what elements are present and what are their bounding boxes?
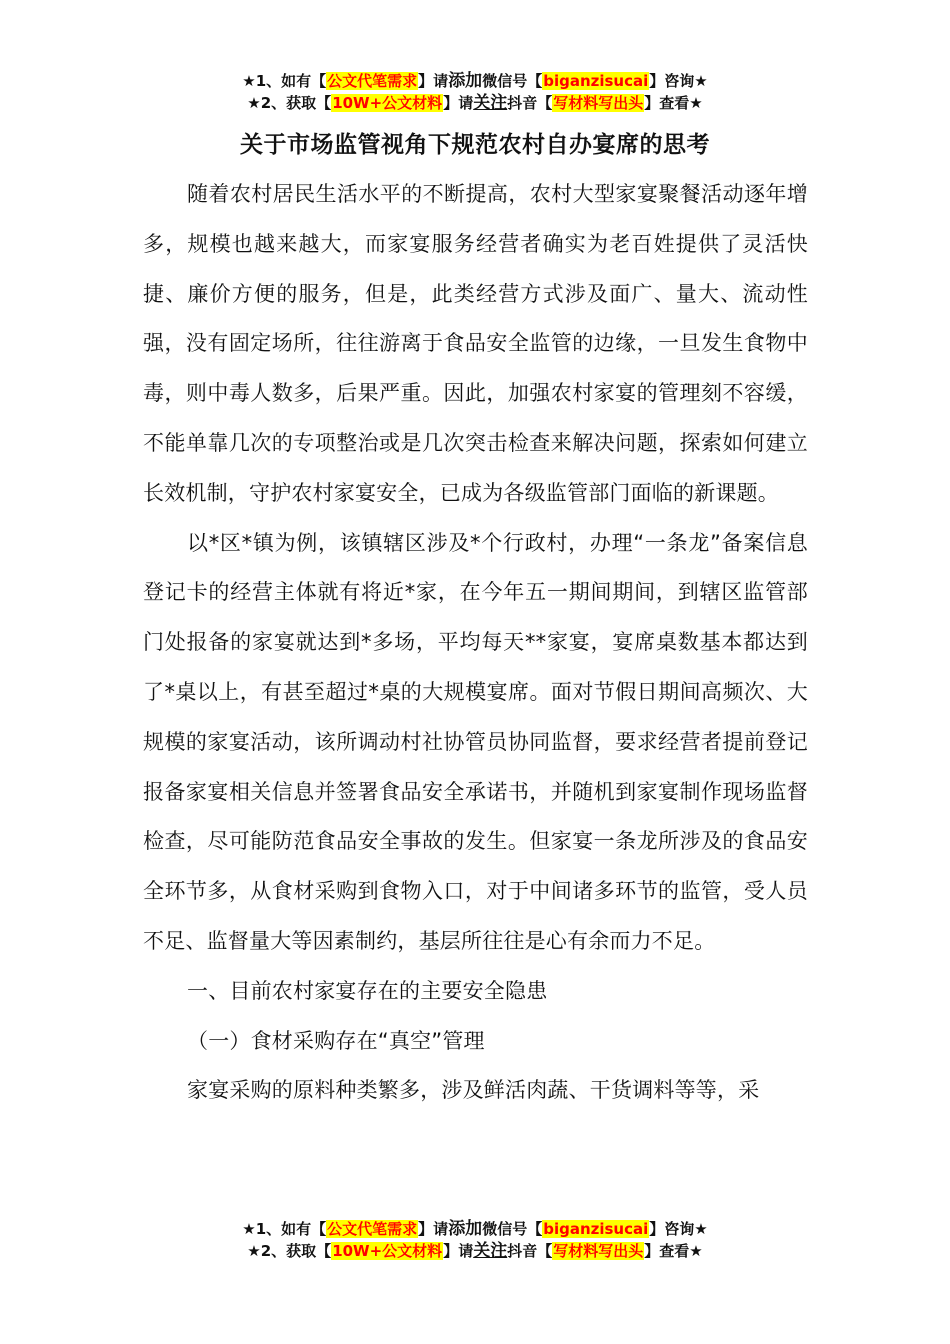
highlight-writing-service: 公文代笔需求 [327,1220,418,1238]
highlight-materials: 10W+公文材料 [332,94,443,112]
highlight-materials: 10W+公文材料 [332,1242,443,1260]
promo-line-1: ★1、如有【公文代笔需求】请添加微信号【biganzisucai】咨询★ [242,71,708,91]
subsection-heading: （一）食材采购存在“真空”管理 [187,1028,485,1053]
paragraph: 以*区*镇为例，该镇辖区涉及*个行政村，办理“一条龙”备案信息登记卡的经营主体就有将近*家，在今年五一期间期间，到辖区监管部门处报备的家宴就达到*多场，平均每天**家宴，宴席桌数基本都达到了*桌以上，有甚至超过*桌的大规模宴席。面对节假日期间高频次、大规模的家宴活动，该所调动村社协管员协同监督，要求经营者提前登记报备家宴相关信息并签署食品安全承诺书，并随机到家宴制作现场监督检查，尽可能防范食品安全事故的发生。但家宴一条龙所涉及的食品安全环节多，从食材采购到食物入口，对于中间诸多环节的监管，受人员不足、监督量大等因素制约，基层所往往是心有余而力不足。 [143,530,808,953]
highlight-douyin-account: 写材料写出头 [553,94,644,112]
highlight-writing-service: 公文代笔需求 [327,72,418,90]
promo-line-2: ★2、获取【10W+公文材料】请关注抖音【写材料写出头】查看★ [247,93,703,113]
promo-banner-bottom [0,1218,950,1262]
highlight-douyin-account: 写材料写出头 [553,1242,644,1260]
promo-line-1: ★1、如有【公文代笔需求】请添加微信号【biganzisucai】咨询★ [242,1219,708,1239]
document-body [143,170,808,1116]
document-title: 关于市场监管视角下规范农村自办宴席的思考 [240,132,710,158]
paragraph: 家宴采购的原料种类繁多，涉及鲜活肉蔬、干货调料等等，采 [187,1078,760,1103]
highlight-wechat-id: biganzisucai [543,1220,649,1238]
promo-line-2: ★2、获取【10W+公文材料】请关注抖音【写材料写出头】查看★ [247,1241,703,1261]
highlight-wechat-id: biganzisucai [543,72,649,90]
paragraph: 随着农村居民生活水平的不断提高，农村大型家宴聚餐活动逐年增多，规模也越来越大，而家宴服务经营者确实为老百姓提供了灵活快捷、廉价方便的服务，但是，此类经营方式涉及面广、量大、流动性强，没有固定场所，往往游离于食品安全监管的边缘，一旦发生食物中毒，则中毒人数多，后果严重。因此，加强农村家宴的管理刻不容缓，不能单靠几次的专项整治或是几次突击检查来解决问题，探索如何建立长效机制，守护农村家宴安全，已成为各级监管部门面临的新课题。 [143,182,808,505]
section-heading: 一、目前农村家宴存在的主要安全隐患 [187,978,548,1003]
promo-banner-top [0,70,950,114]
